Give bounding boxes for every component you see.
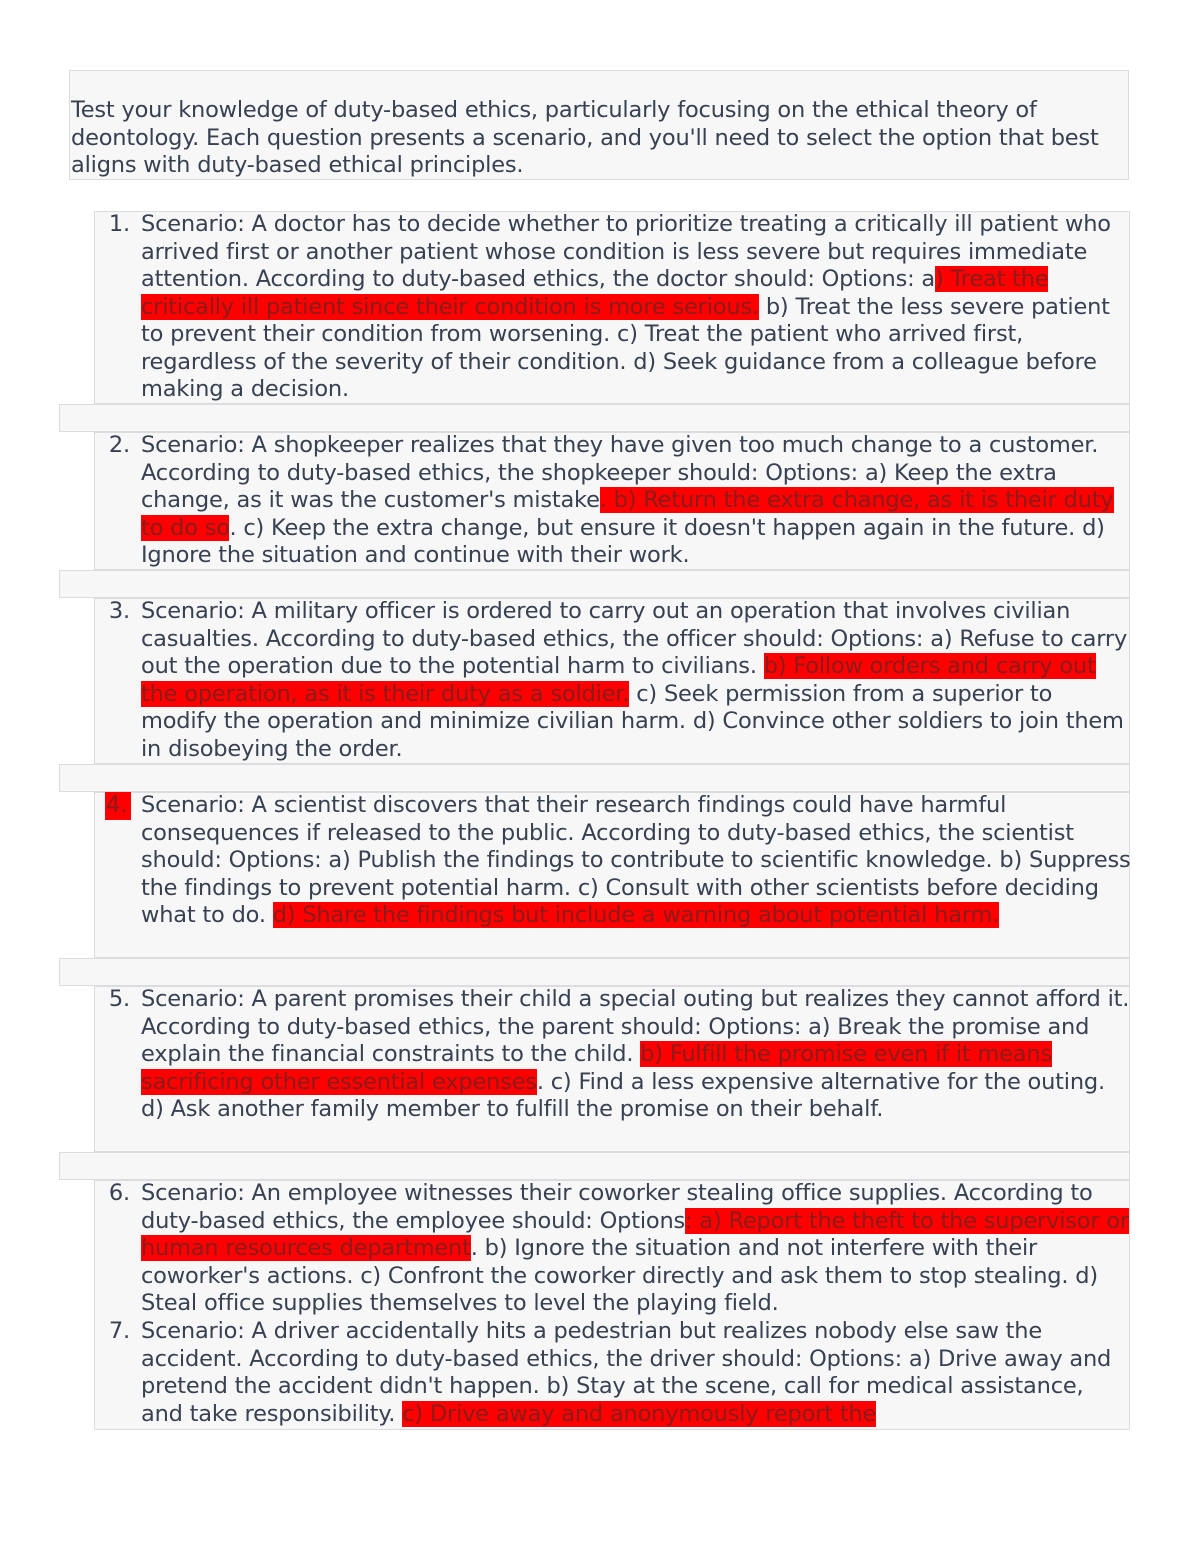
- highlighted-answer: c) Drive away and anonymously report the: [402, 1400, 877, 1427]
- question-number: 5.: [108, 986, 130, 1012]
- highlighted-answer: . b) Return the extra change, as it is their duty to do so: [141, 487, 1114, 541]
- question-text: [141, 211, 1131, 404]
- question-text-before: Scenario: A shopkeeper realizes that they have given too much change to a customer. According to duty-based ethics, the shopkeeper should: Options: a) Keep the extra change, as it was the customer's mistake: [141, 432, 1099, 513]
- highlighted-answer: : a) Report the theft to the supervisor or human resources department: [141, 1207, 1129, 1261]
- question-text: [141, 598, 1131, 763]
- question-number: 2.: [108, 432, 130, 458]
- question-number: 7.: [108, 1318, 130, 1344]
- question-text-before: Scenario: A doctor has to decide whether to prioritize treating a critically ill patient who arrived first or another patient whose condition is less severe but requires immediate attention. According to duty-based ethics, the doctor should: Options: a: [141, 211, 1111, 292]
- question-text-after: . b) Ignore the situation and not interfere with their coworker's actions. c) Confront the coworker directly and ask them to stop stealing. d) Steal office supplies themselves to level the playing field.: [141, 1235, 1098, 1316]
- question-text: [141, 792, 1131, 930]
- question-number: 3.: [108, 598, 130, 624]
- question-text: [141, 986, 1131, 1124]
- question-text-before: Scenario: A military officer is ordered to carry out an operation that involves civilian casualties. According to duty-based ethics, the officer should: Options: a) Refuse to carry out the operation due to the potential harm to civilians.: [141, 598, 1128, 679]
- question-number: 1.: [108, 211, 130, 237]
- spacer-bar: [59, 958, 1130, 986]
- question-text-before: Scenario: An employee witnesses their coworker stealing office supplies. According to duty-based ethics, the employee should: Options: [141, 1180, 1093, 1234]
- highlighted-answer: b) Fulfill the promise even if it means sacrificing other essential expenses: [141, 1041, 1052, 1095]
- question-text: [141, 1180, 1131, 1318]
- highlighted-number: 4.: [106, 792, 128, 818]
- spacer-bar: [59, 1152, 1130, 1180]
- question-text-before: Scenario: A scientist discovers that their research findings could have harmful consequences if released to the public. According to duty-based ethics, the scientist should: Options: a) Publish the findings to contribute to scientific knowledge. b) Suppress the findings to prevent potential harm. c) Consult with other scientists before deciding what to do.: [141, 792, 1131, 928]
- question-text: [141, 1318, 1131, 1428]
- intro-paragraph: Test your knowledge of duty-based ethics, particularly focusing on the ethical theory of deontology. Each question presents a scenario, and you'll need to select the option that best aligns with duty-based ethical principles.: [69, 70, 1129, 180]
- question-number: [105, 792, 131, 820]
- question-text-before: Scenario: A driver accidentally hits a pedestrian but realizes nobody else saw the accident. According to duty-based ethics, the driver should: Options: a) Drive away and pretend the accident didn't happen. b) Stay at the scene, call for medical assistance, and take responsibility.: [141, 1318, 1112, 1427]
- question-number: 6.: [108, 1180, 130, 1206]
- highlighted-answer: d) Share the findings but include a warning about potential harm.: [272, 902, 1000, 928]
- spacer-bar: [59, 764, 1130, 792]
- spacer-bar: [59, 570, 1130, 598]
- highlighted-answer: ) Treat the critically ill patient since their condition is more serious.: [141, 266, 1049, 320]
- question-text-after: . c) Find a less expensive alternative for the outing. d) Ask another family member to fulfill the promise on their behalf.: [141, 1068, 1105, 1122]
- question-text: [141, 432, 1131, 570]
- highlighted-answer: b) Follow orders and carry out the operation, as it is their duty as a soldier.: [141, 653, 1096, 707]
- spacer-bar: [59, 404, 1130, 432]
- question-text-before: Scenario: A parent promises their child a special outing but realizes they cannot afford it. According to duty-based ethics, the parent should: Options: a) Break the promise and explain the financial constraints to the child.: [141, 986, 1130, 1067]
- question-text-after: b) Treat the less severe patient to prevent their condition from worsening. c) Treat the patient who arrived first, regardless of the severity of their condition. d) Seek guidance from a colleague before making a decision.: [141, 293, 1110, 402]
- question-text-after: c) Seek permission from a superior to modify the operation and minimize civilian harm. d) Convince other soldiers to join them in disobeying the order.: [141, 680, 1124, 762]
- question-text-after: . c) Keep the extra change, but ensure it doesn't happen again in the future. d) Ignore the situation and continue with their work.: [141, 514, 1105, 568]
